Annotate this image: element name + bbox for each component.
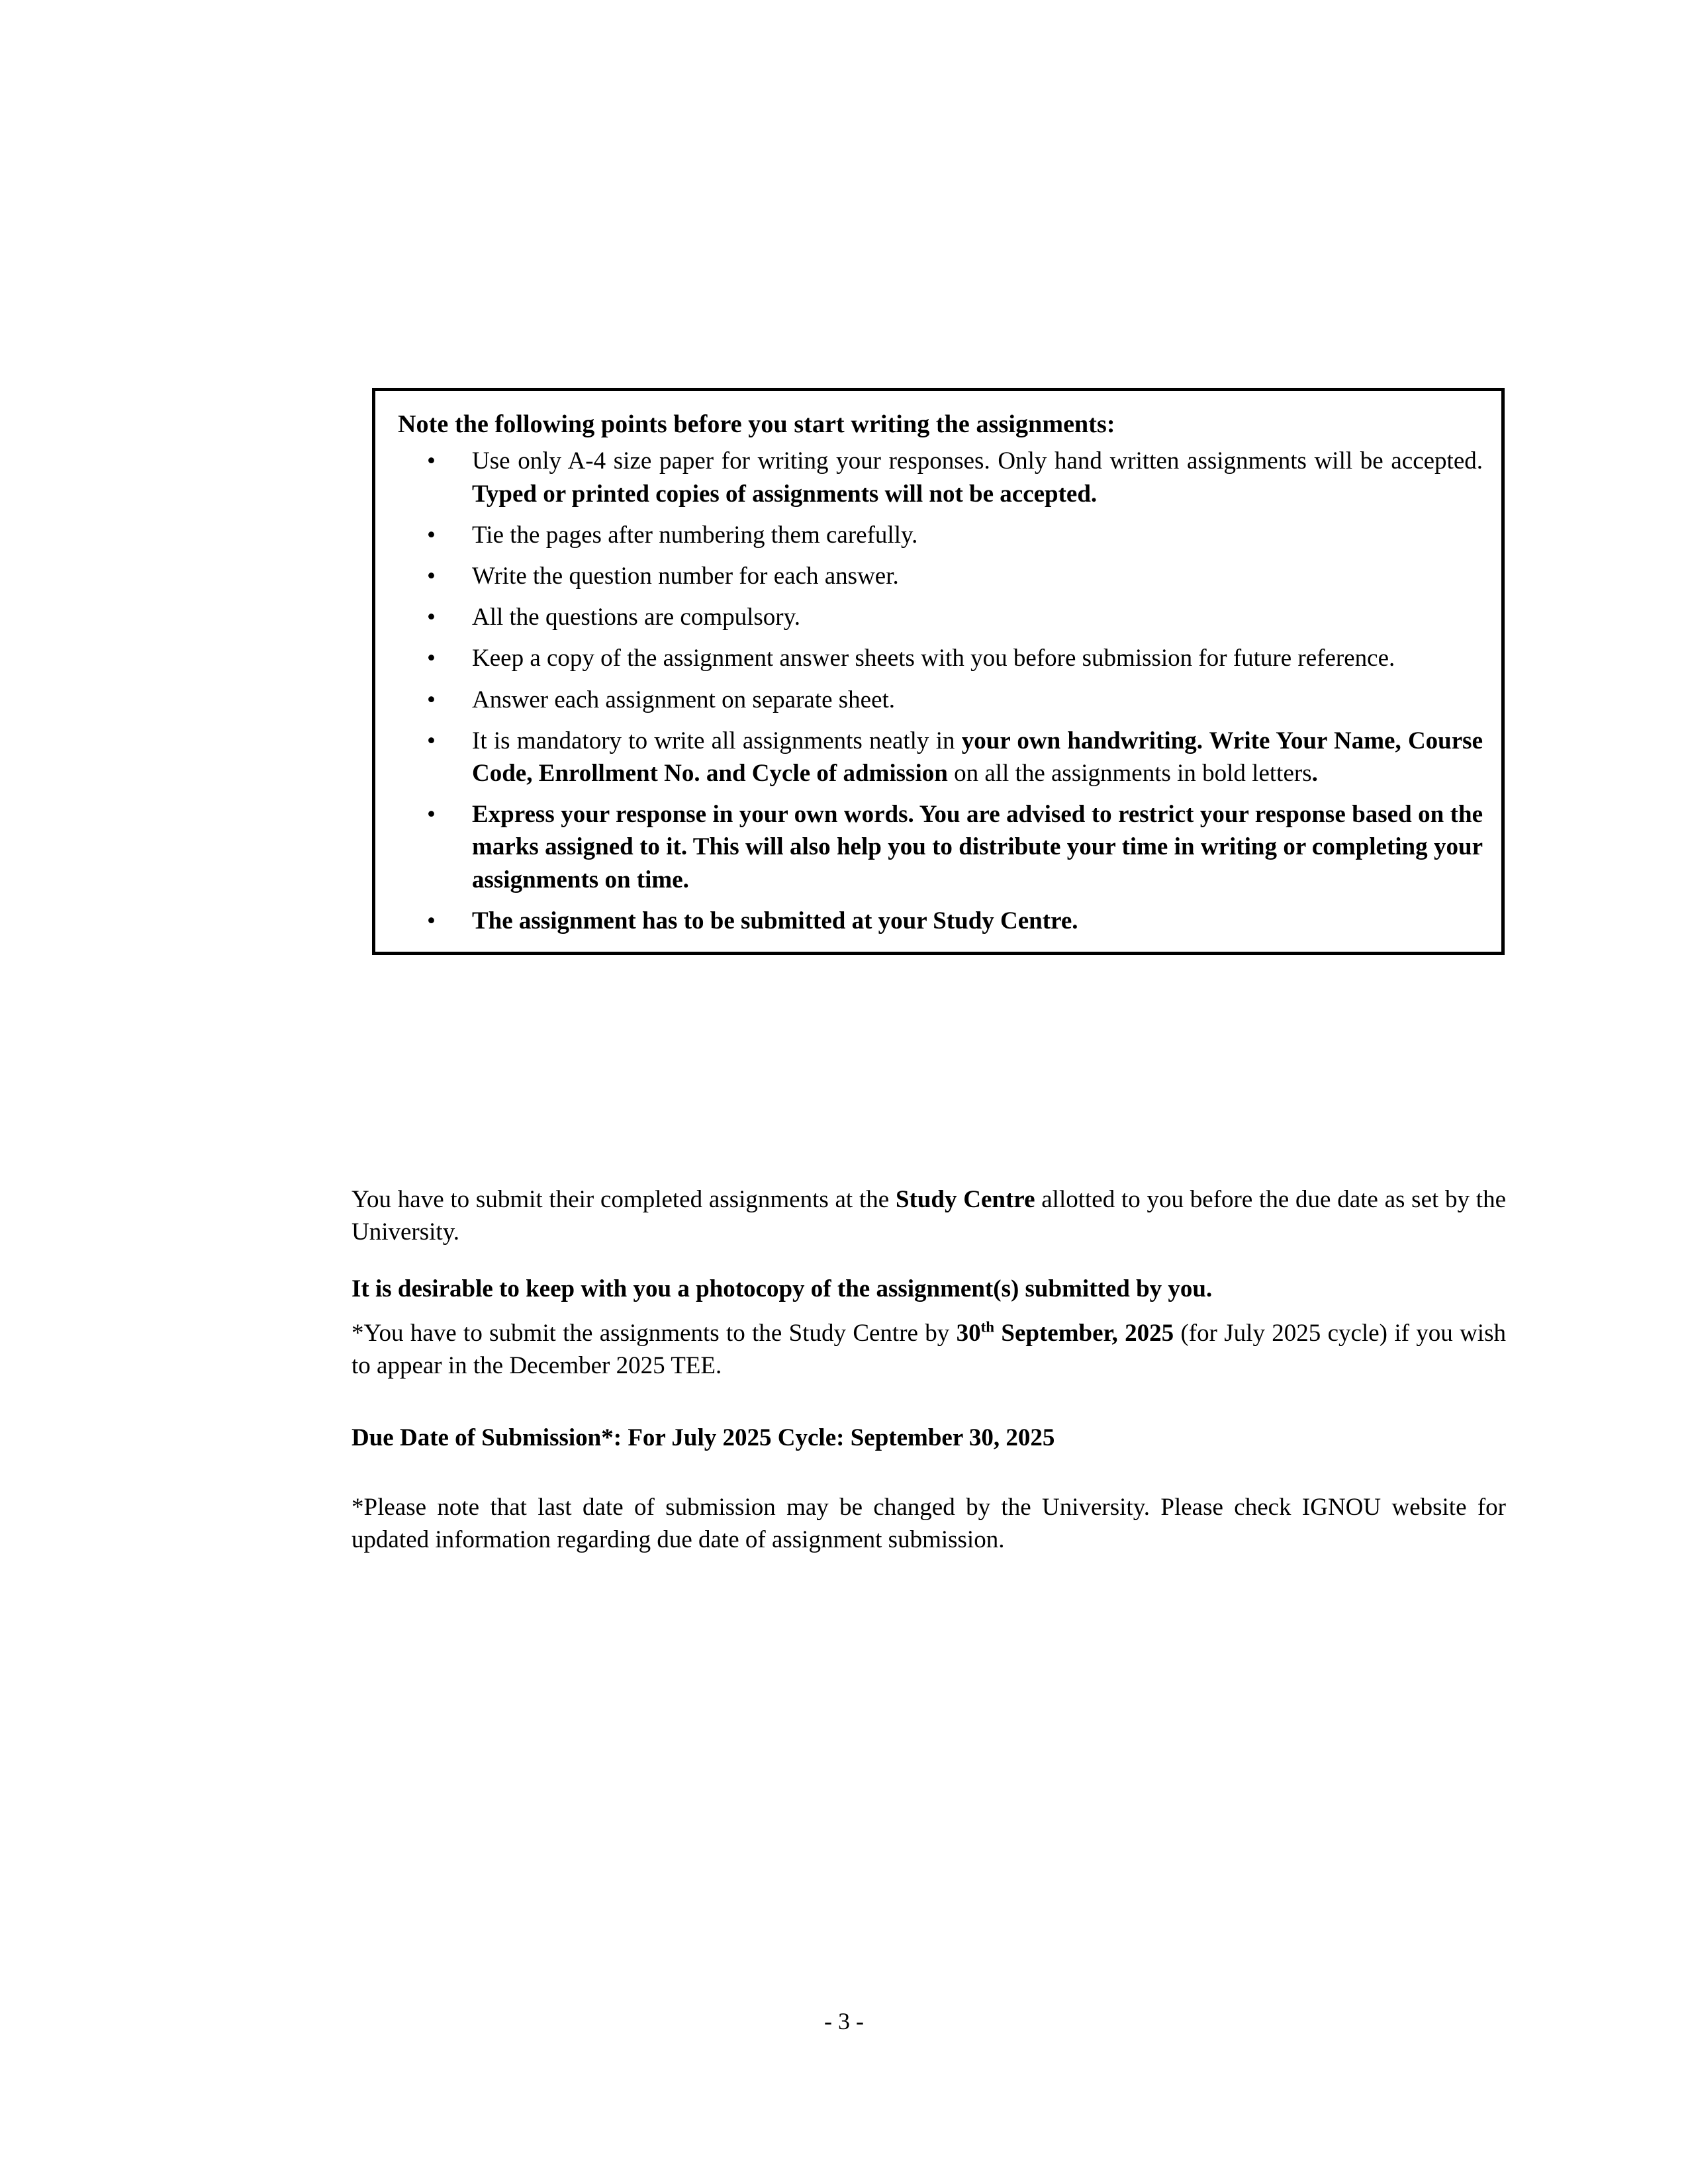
bullet-icon: • — [427, 563, 436, 590]
bullet-icon: • — [427, 645, 436, 672]
paragraph-submission-deadline: *You have to submit the assignments to the Study Centre by 30th September, 2025 (for July 2025 cycle) if you wish to appear in the December 2025 TEE. — [352, 1318, 1506, 1380]
note-list-item — [398, 798, 1483, 896]
note-list-item — [398, 725, 1483, 790]
paragraph-keep-photocopy: It is desirable to keep with you a photocopy of the assignment(s) submitted by you. — [352, 1275, 1213, 1302]
paragraph-submit-at-study-centre: You have to submit their completed assignments at the Study Centre allotted to you before the due date as set by the University. — [352, 1186, 1507, 1246]
note-list-item — [398, 519, 1483, 551]
note-list-item-text: It is mandatory to write all assignments neatly in your own handwriting. Write Your Name, Course Code, Enrollment No. and Cycle of admission on all the assignments in bold letters. — [472, 727, 1483, 788]
page-number-footer: - 3 - — [824, 2008, 864, 2034]
note-list-item-text: Express your response in your own words. You are advised to restrict your response based on the marks assigned to it. This will also help you to distribute your time in writing or completing your assignments on time. — [472, 801, 1483, 893]
note-list-item-text: Use only A-4 size paper for writing your responses. Only hand written assignments will be accepted. Typed or printed copies of assignments will not be accepted. — [472, 447, 1483, 508]
bullet-icon: • — [427, 686, 436, 713]
bullet-icon: • — [427, 447, 436, 475]
bullet-icon: • — [427, 801, 436, 829]
note-bullet-list — [398, 445, 1483, 937]
note-box — [372, 388, 1505, 955]
note-list-item — [398, 684, 1483, 716]
note-list-item-text: Write the question number for each answer. — [472, 563, 899, 590]
note-list-item-text: Keep a copy of the assignment answer sheets with you before submission for future reference. — [472, 645, 1395, 672]
note-list-item — [398, 445, 1483, 510]
bullet-icon: • — [427, 907, 436, 934]
note-list-item-text: The assignment has to be submitted at your Study Centre. — [472, 907, 1078, 934]
note-list-item — [398, 560, 1483, 592]
note-box-heading: Note the following points before you start writing the assignments: — [398, 410, 1115, 438]
bullet-icon: • — [427, 521, 436, 549]
note-list-item — [398, 642, 1483, 674]
bullet-icon: • — [427, 604, 436, 631]
bullet-icon: • — [427, 727, 436, 754]
note-list-item — [398, 905, 1483, 937]
paragraph-due-date-of-submission: Due Date of Submission*: For July 2025 Cycle: September 30, 2025 — [352, 1424, 1055, 1451]
note-list-item-text: Answer each assignment on separate sheet. — [472, 686, 896, 713]
note-list-item-text: All the questions are compulsory. — [472, 604, 800, 631]
note-list-item — [398, 601, 1483, 633]
paragraph-please-note-disclaimer: *Please note that last date of submission may be changed by the University. Please check IGNOU website for updated information regarding due date of assignment submission. — [352, 1494, 1506, 1554]
note-list-item-text: Tie the pages after numbering them carefully. — [472, 521, 918, 549]
